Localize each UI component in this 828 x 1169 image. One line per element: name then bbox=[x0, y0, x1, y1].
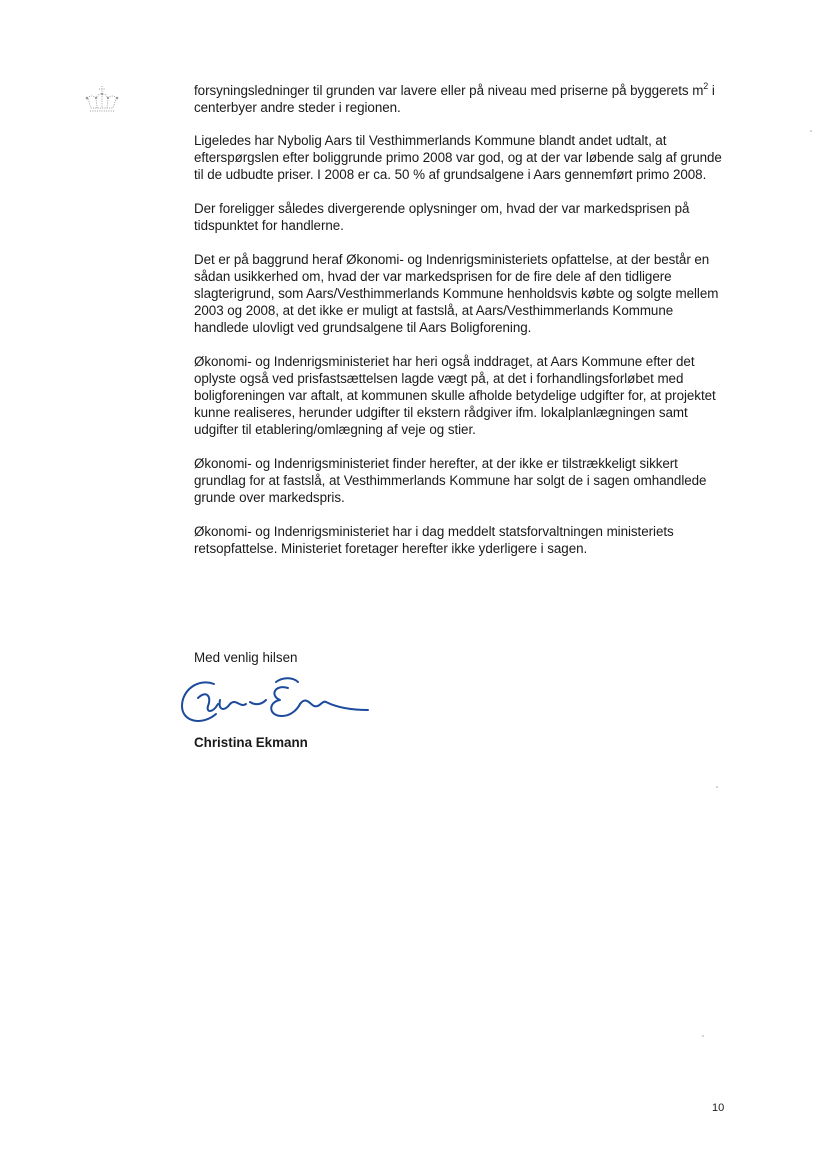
letter-body bbox=[194, 82, 724, 574]
scan-speck bbox=[716, 786, 718, 788]
crown-logo-icon bbox=[83, 84, 121, 118]
closing-salutation: Med venlig hilsen bbox=[194, 650, 298, 665]
signer-name: Christina Ekmann bbox=[194, 735, 308, 750]
paragraph-5: Økonomi- og Indenrigsministeriet har heri også inddraget, at Aars Kommune efter det oplyste også ved prisfastsættelsen lagde vægt på, at det i forhandlingsforløbet med boligforeningen var aftalt, at kommunen skulle afholde betydelige udgifter for, at projektet kunne realiseres, herunder udgifter til ekstern rådgiver ifm. lokalplanlægningen samt udgifter til etablering/omlægning af veje og stier. bbox=[194, 354, 716, 437]
paragraph-4: Det er på baggrund heraf Økonomi- og Indenrigsministeriets opfattelse, at der består en sådan usikkerhed om, hvad der var markedsprisen for de fire dele af den tidligere slagterigrund, som Aars/Vesthimmerlands Kommune henholdsvis købte og solgte mellem 2003 og 2008, at det ikke er muligt at fastslå, at Aars/Vesthimmerlands Kommune handlede ulovligt ved grundsalgene til Aars Boligforening. bbox=[194, 252, 719, 335]
paragraph-2: Ligeledes har Nybolig Aars til Vesthimmerlands Kommune blandt andet udtalt, at efterspørgslen efter boliggrunde primo 2008 var god, og at der var løbende salg af grunde til de udbudte priser. I 2008 er ca. 50 % af grundsalgene i Aars gennemført primo 2008. bbox=[194, 133, 722, 182]
page-number: 10 bbox=[712, 1102, 725, 1114]
scan-speck bbox=[702, 1035, 704, 1037]
scan-speck bbox=[810, 130, 812, 132]
handwritten-signature bbox=[176, 670, 372, 732]
paragraph-1: forsyningsledninger til grunden var lavere eller på niveau med priserne på byggerets $m^2$ i centerbyer andre steder i regionen. bbox=[194, 80, 715, 115]
paragraph-7: Økonomi- og Indenrigsministeriet har i dag meddelt statsforvaltningen ministeriets retsopfattelse. Ministeriet foretager herefter ikke yderligere i sagen. bbox=[194, 524, 674, 556]
paragraph-6: Økonomi- og Indenrigsministeriet finder herefter, at der ikke er tilstrækkeligt sikkert grundlag for at fastslå, at Vesthimmerlands Kommune har solgt de i sagen omhandlede grunde over markedspris. bbox=[194, 456, 707, 505]
paragraph-3: Der foreligger således divergerende oplysninger om, hvad der var markedsprisen på tidspunktet for handlerne. bbox=[194, 201, 690, 233]
